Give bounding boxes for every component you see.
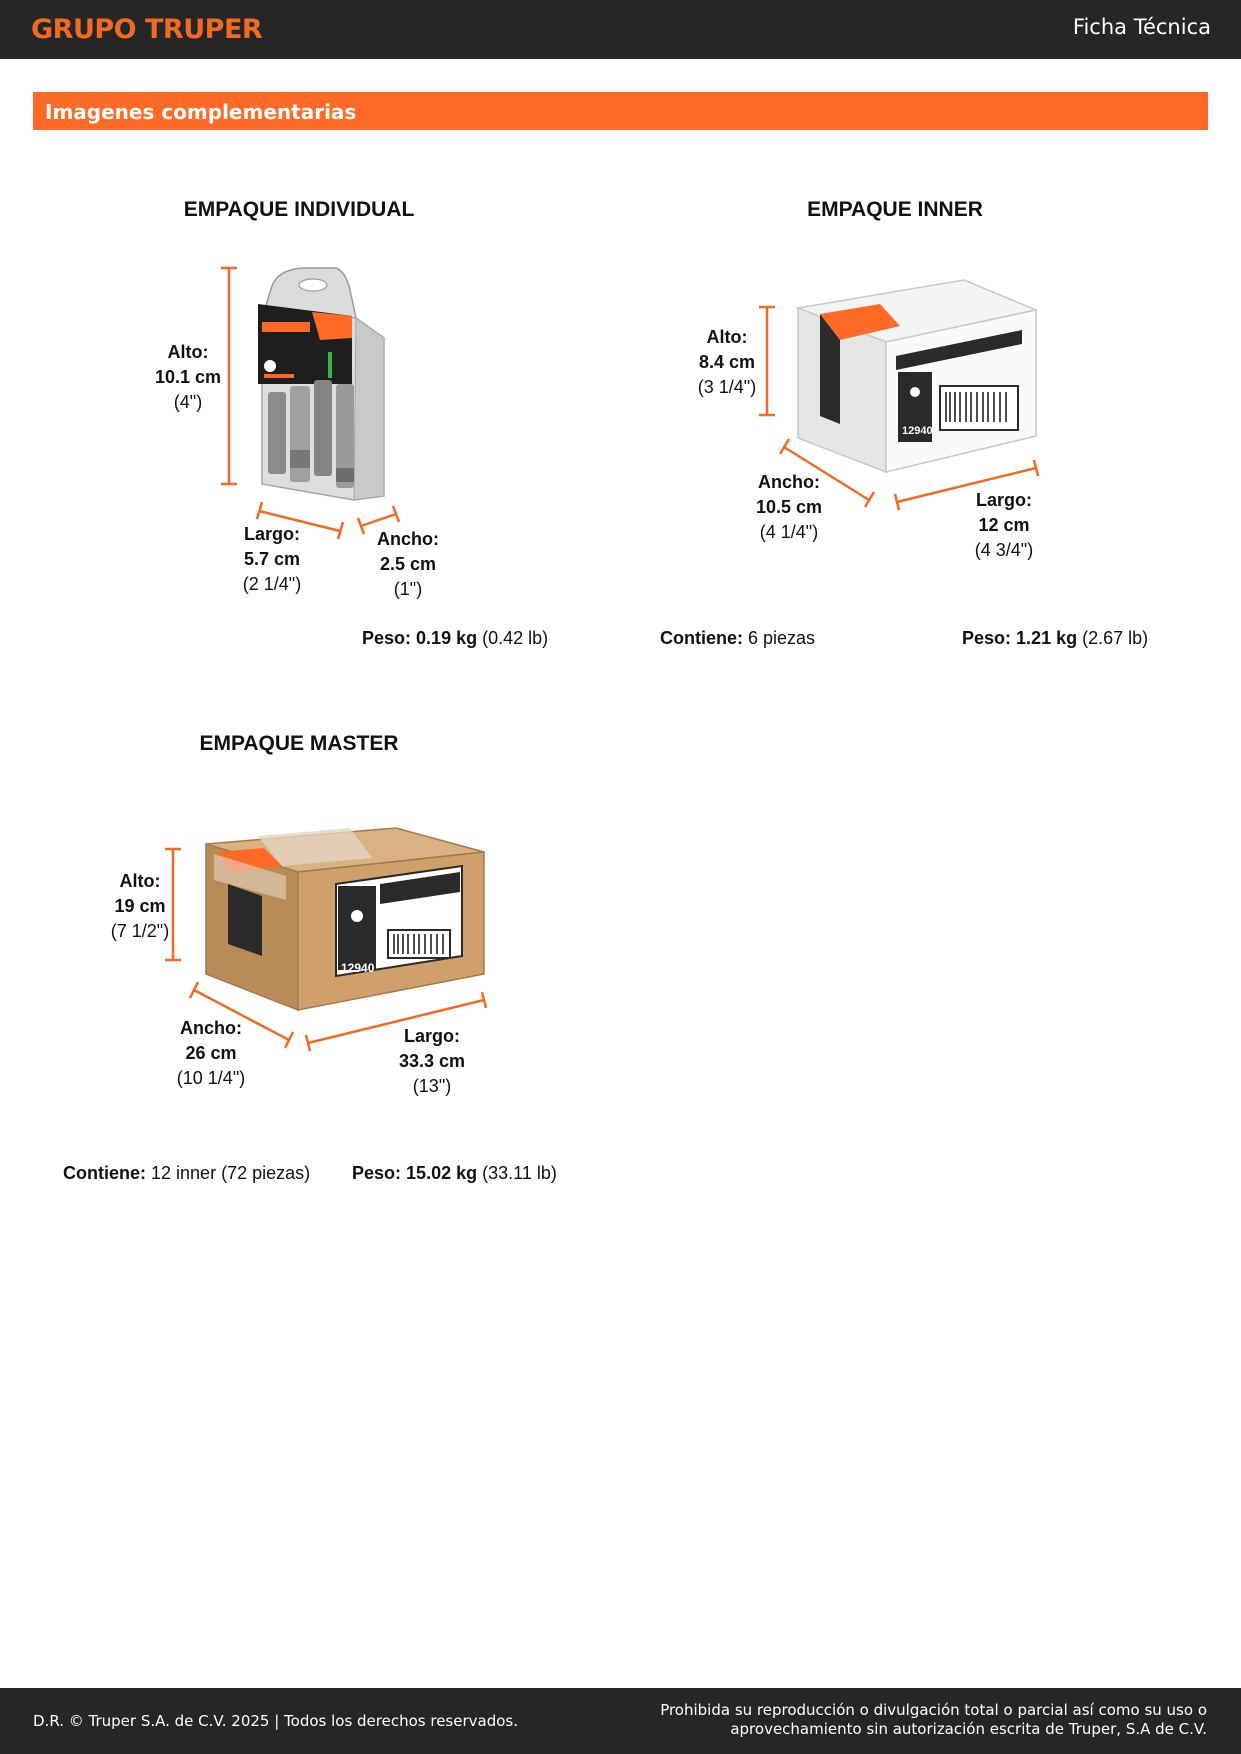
dim-imperial: (10 1/4") (176, 1068, 246, 1088)
dim-metric: 12 cm (978, 515, 1030, 535)
footer-copyright: D.R. © Truper S.A. de C.V. 2025 | Todos los derechos reservados. (33, 1712, 518, 1730)
master-alto-label (75, 869, 205, 944)
brand-logo: GRUPO TRUPER (31, 14, 263, 45)
individual-peso (362, 628, 548, 649)
dim-imperial: (13") (412, 1076, 452, 1096)
dim-name: Largo: (244, 524, 300, 544)
contiene-value: 6 piezas (748, 628, 816, 648)
dim-name: Alto: (706, 327, 748, 347)
footer-notice-line1: Prohibida su reproducción o divulgación total o parcial así como su uso o (660, 1701, 1207, 1719)
dim-metric: 26 cm (185, 1043, 237, 1063)
peso-label: Peso: (362, 628, 412, 648)
individual-largo-label (207, 522, 337, 597)
peso-imperial: (2.67 lb) (1082, 628, 1149, 648)
individual-heading: EMPAQUE INDIVIDUAL (183, 198, 415, 221)
footer-notice (647, 1701, 1207, 1739)
peso-label: Peso: (962, 628, 1012, 648)
master-contiene (63, 1163, 310, 1184)
dim-metric: 10.5 cm (755, 497, 823, 517)
dim-imperial: (4") (173, 392, 203, 412)
inner-box-code: 12940 (902, 425, 933, 437)
individual-package-image (258, 268, 384, 500)
peso-metric: 15.02 kg (406, 1163, 478, 1183)
peso-metric: 0.19 kg (416, 628, 478, 648)
dim-metric: 33.3 cm (398, 1051, 466, 1071)
master-box-code: 12940 (341, 961, 375, 975)
dim-metric: 5.7 cm (243, 549, 301, 569)
document-title: Ficha Técnica (1072, 15, 1211, 39)
inner-heading: EMPAQUE INNER (807, 198, 983, 221)
contiene-value: 12 inner (72 piezas) (151, 1163, 311, 1183)
dim-name: Alto: (119, 871, 161, 891)
dim-name: Ancho: (758, 472, 820, 492)
inner-alto-label (662, 325, 792, 400)
dim-imperial: (1") (393, 579, 423, 599)
dim-name: Largo: (404, 1026, 460, 1046)
section-title: Imagenes complementarias (45, 100, 357, 124)
inner-largo-label (939, 488, 1069, 563)
dim-metric: 8.4 cm (698, 352, 756, 372)
dim-imperial: (4 3/4") (974, 540, 1034, 560)
dim-name: Ancho: (377, 529, 439, 549)
peso-metric: 1.21 kg (1016, 628, 1078, 648)
dim-name: Ancho: (180, 1018, 242, 1038)
inner-contiene (660, 628, 815, 649)
master-peso (352, 1163, 557, 1184)
dim-imperial: (4 1/4") (759, 522, 819, 542)
dim-metric: 2.5 cm (379, 554, 437, 574)
dim-imperial: (2 1/4") (242, 574, 302, 594)
individual-ancho-label (343, 527, 473, 602)
dim-metric: 10.1 cm (154, 367, 222, 387)
master-ancho-label (146, 1016, 276, 1091)
peso-label: Peso: (352, 1163, 402, 1183)
contiene-label: Contiene: (660, 628, 743, 648)
dim-metric: 19 cm (114, 896, 166, 916)
master-heading: EMPAQUE MASTER (199, 732, 399, 755)
master-box-image (206, 828, 484, 1010)
inner-ancho-label (724, 470, 854, 545)
dim-name: Largo: (976, 490, 1032, 510)
peso-imperial: (0.42 lb) (482, 628, 549, 648)
inner-box-image (798, 280, 1036, 472)
inner-peso (962, 628, 1148, 649)
footer-notice-line2: aprovechamiento sin autorización escrita de Truper, S.A de C.V. (730, 1720, 1207, 1738)
peso-imperial: (33.11 lb) (482, 1163, 557, 1183)
dim-name: Alto: (167, 342, 209, 362)
master-largo-label (367, 1024, 497, 1099)
footer (0, 1688, 1241, 1754)
dim-imperial: (3 1/4") (697, 377, 757, 397)
individual-alto-label (123, 340, 253, 415)
dim-imperial: (7 1/2") (110, 921, 170, 941)
contiene-label: Contiene: (63, 1163, 146, 1183)
